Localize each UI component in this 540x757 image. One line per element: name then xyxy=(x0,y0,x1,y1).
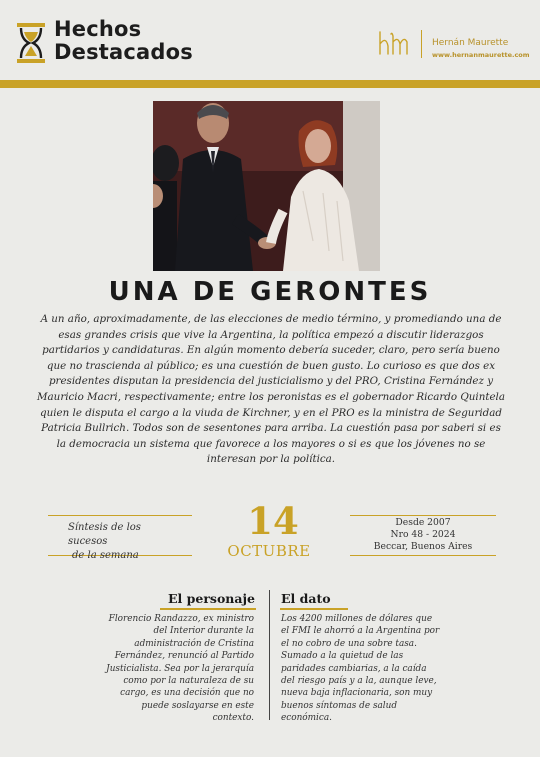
synthesis-line-1: Síntesis de los sucesos xyxy=(68,522,141,547)
header-rule xyxy=(0,80,540,88)
column-divider xyxy=(269,590,270,720)
brand-line-1: Hechos xyxy=(54,17,142,41)
synthesis-top-rule xyxy=(48,515,192,516)
synthesis-label xyxy=(62,521,182,563)
brand-line-2: Destacados xyxy=(54,40,193,64)
article-photo xyxy=(153,101,380,271)
author-url[interactable]: www.hernanmaurette.com xyxy=(432,51,530,59)
left-column-text: Florencio Randazzo, ex ministro del Interior durante la administración de Cristina Fernández, renunció al Partido Justicialista. Sea por la jerarquía como por la naturaleza de su cargo, es una decisión que no puede soslayarse en este contexto. xyxy=(106,614,254,724)
synthesis-line-2: de la semana xyxy=(72,550,139,561)
author-divider xyxy=(421,30,422,58)
signature-logo xyxy=(376,28,410,58)
right-column-rule xyxy=(280,608,348,610)
hourglass-icon xyxy=(16,22,46,64)
author-name: Hernán Maurette xyxy=(432,38,509,48)
date-day: 14 xyxy=(247,499,299,543)
brand-title xyxy=(54,18,193,64)
left-column-rule xyxy=(160,608,256,610)
edition-bottom-rule xyxy=(350,555,496,556)
location: Beccar, Buenos Aires xyxy=(373,541,473,552)
article-body: A un año, aproximadamente, de las elecciones de medio término, y promediando una de esas grandes crisis que vive la Argentina, la política empezó a discutir liderazgos partidarios y candidaturas. En algún momento debería suceder, claro, pero sería bueno que no trascienda al público; es una cuestión de buen gusto. Lo curioso es que dos ex presidentes disputan la presidencia del justicialismo y del PRO, Cristina Fernández y Mauricio Macri, respectivamente; entre los peronistas es el gobernador Ricardo Quintela quien le disputa el cargo a la viuda de Kirchner, y en el PRO es la ministra de Seguridad Patricia Bullrich. Todos son de sesentones para arriba. La cuestión pasa por saberi si es la democracia un sistema que favorece a los mayores o si es que los jóvenes no se interesan por la política. xyxy=(37,313,505,466)
article-photo-illustration xyxy=(153,101,380,271)
since-year: Desde 2007 xyxy=(395,517,451,528)
right-column-text: Los 4200 millones de dólares que el FMI le ahorró a la Argentina por el no cobro de una sobre tasa. Sumado a la quietud de las paridades cambiarias, a la caída del riesgo país y a la, aunque leve, nueva baja inflacionaria, son muy buenos síntomas de salud económica. xyxy=(281,614,440,724)
header xyxy=(0,0,540,90)
issue-number: Nro 48 - 2024 xyxy=(390,529,456,540)
article-headline: UNA DE GERONTES xyxy=(108,277,432,307)
date-month: OCTUBRE xyxy=(227,542,311,560)
edition-top-rule xyxy=(350,515,496,516)
left-column-title: El personaje xyxy=(168,591,255,606)
edition-info xyxy=(350,517,496,553)
right-column-title: El dato xyxy=(281,591,331,606)
